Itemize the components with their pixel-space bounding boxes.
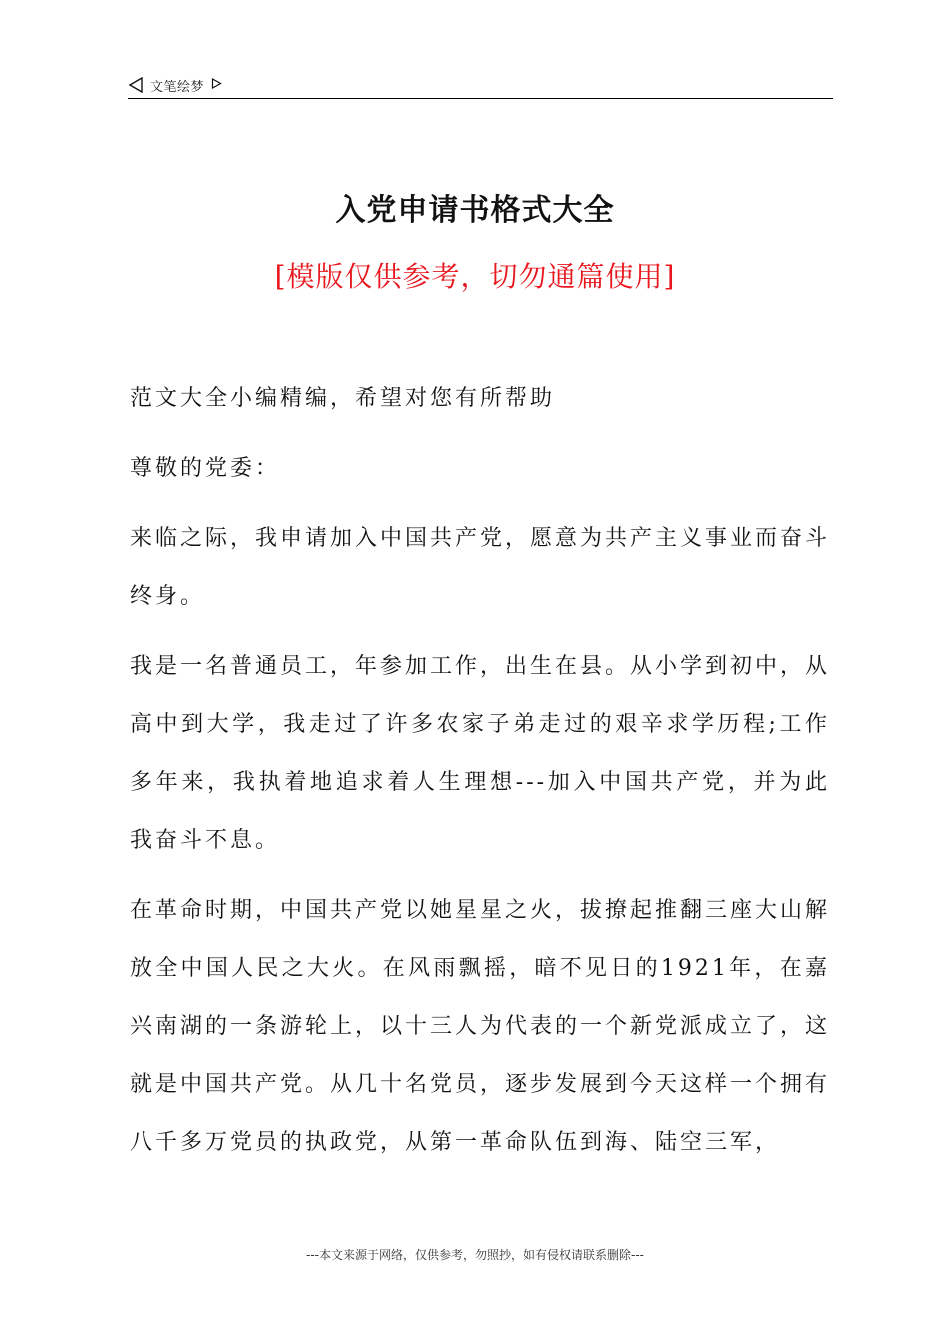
- header-brand-text: 文笔绘梦: [150, 79, 205, 95]
- left-triangle-icon: [128, 77, 144, 93]
- document-body: [130, 370, 830, 1184]
- document-title: 入党申请书格式大全: [335, 193, 615, 228]
- right-triangle-icon: [211, 78, 222, 89]
- body-paragraph-history: 在革命时期，中国共产党以她星星之火，拔撩起推翻三座大山解放全中国人民之大火。在风雨飘摇，暗不见日的1921年，在嘉兴南湖的一条游轮上，以十三人为代表的一个新党派成立了，这就是中国共产党。从几十名党员，逐步发展到今天这样一个拥有八千多万党员的执政党，从第一革命队伍到海、陆空三军，: [130, 898, 831, 1155]
- body-paragraph-salutation: 尊敬的党委：: [130, 456, 281, 481]
- body-paragraph-background: 我是一名普通员工，年参加工作，出生在县。从小学到初中，从高中到大学，我走过了许多农家子弟走过的艰辛求学历程;工作多年来，我执着地追求着人生理想---加入中国共产党，并为此我奋斗不息。: [130, 654, 831, 853]
- body-paragraph-intro: 范文大全小编精编，希望对您有所帮助: [130, 386, 556, 411]
- document-subtitle: [模版仅供参考，切勿通篇使用]: [274, 260, 676, 293]
- body-paragraph-application: 来临之际，我申请加入中国共产党，愿意为共产主义事业而奋斗终身。: [130, 526, 831, 609]
- header-brand-group: [128, 74, 222, 96]
- page-footer-disclaimer: ---本文来源于网络，仅供参考，勿照抄，如有侵权请联系删除---: [306, 1248, 644, 1262]
- page-header: [128, 74, 833, 99]
